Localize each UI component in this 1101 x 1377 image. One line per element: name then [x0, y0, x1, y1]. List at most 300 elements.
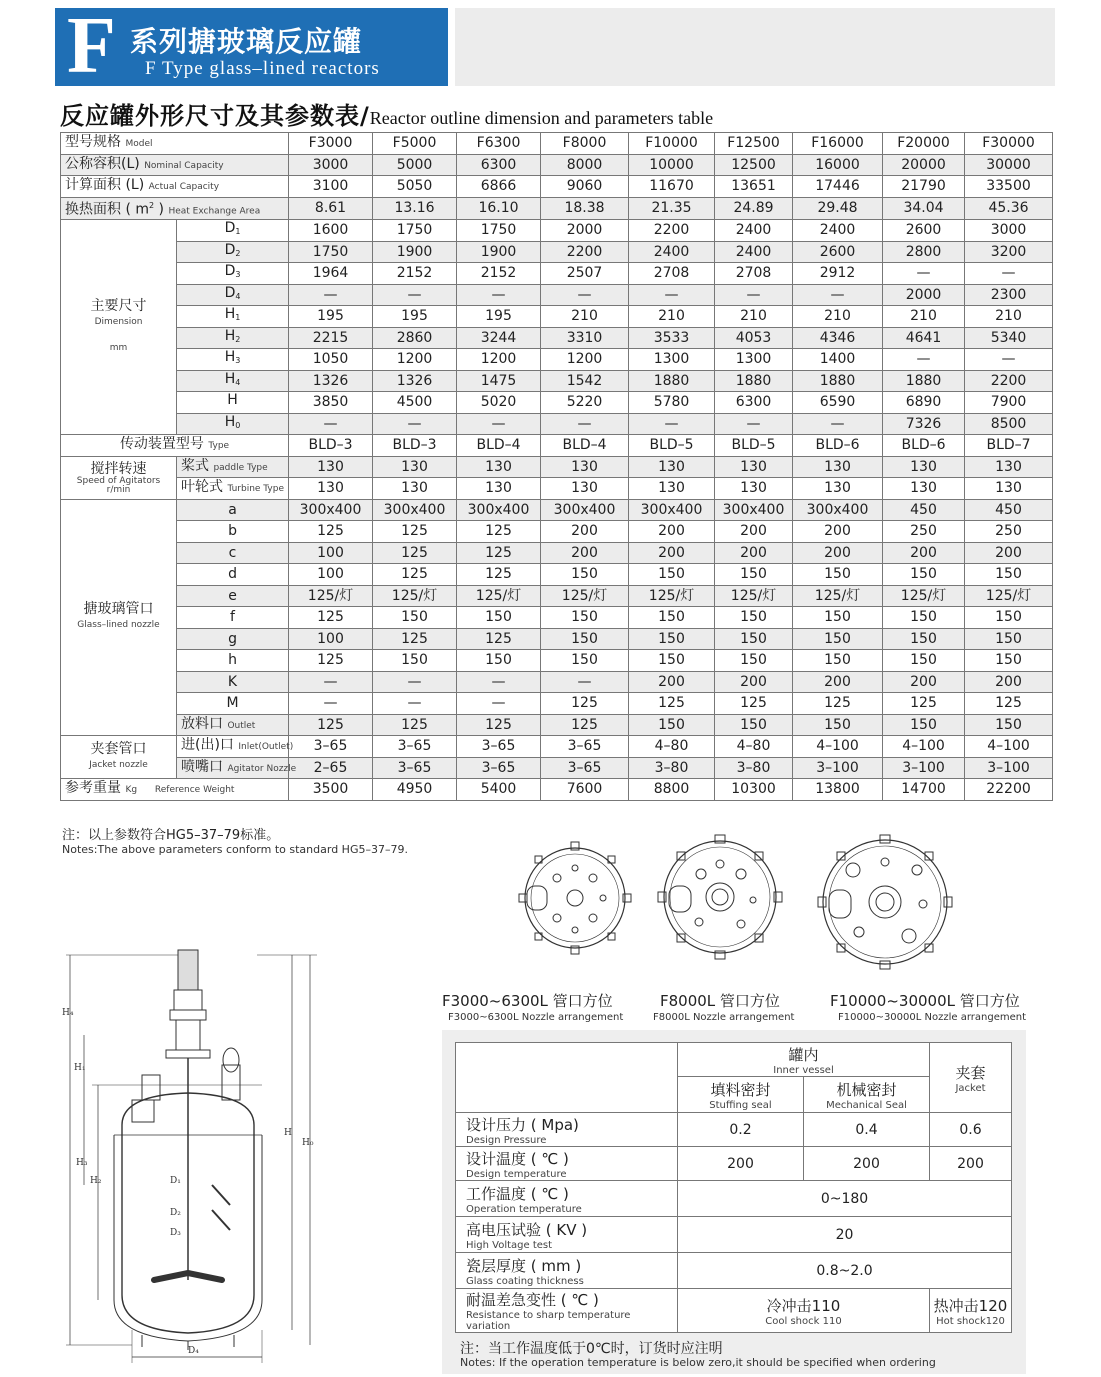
label-d4: D₄: [188, 1346, 199, 1356]
value-cell: 125/灯: [715, 585, 793, 607]
value-cell: 125/灯: [541, 585, 629, 607]
value-cell: 1880: [629, 370, 715, 392]
value-cell: BLD–3: [373, 435, 457, 457]
value-cell: 125: [541, 693, 629, 715]
value-cell: 5400: [457, 779, 541, 801]
value-cell: 150: [715, 714, 793, 736]
value-cell: 4950: [373, 779, 457, 801]
value-cell: —: [883, 349, 965, 371]
value-cell: 200: [793, 671, 883, 693]
value-cell: 10000: [629, 154, 715, 176]
value-cell: 13800: [793, 779, 883, 801]
value-cell: F16000: [793, 133, 883, 155]
value-cell: 4–80: [715, 736, 793, 758]
caption-2-cn: F8000L 管口方位: [660, 992, 780, 1010]
value-cell: 2152: [373, 263, 457, 285]
value-cell: 4053: [715, 327, 793, 349]
value-cell: 150: [373, 650, 457, 672]
value-cell: 30000: [965, 154, 1053, 176]
value-cell: 150: [883, 714, 965, 736]
value-cell: 130: [629, 478, 715, 500]
value-cell: 6300: [457, 154, 541, 176]
value-cell: —: [457, 693, 541, 715]
row-outlet: [61, 714, 1053, 736]
value-cell: 4641: [883, 327, 965, 349]
value-cell: 16000: [793, 154, 883, 176]
label-d2: D₂: [170, 1208, 181, 1218]
symbol-cell: $D_1$: [177, 220, 289, 242]
row-nozzle: [61, 521, 1053, 543]
value-cell: 125: [373, 628, 457, 650]
caption-1-en: F3000~6300L Nozzle arrangement: [448, 1012, 624, 1023]
row-dimension: [61, 306, 1053, 328]
value-cell: —: [793, 284, 883, 306]
value-cell: —: [457, 284, 541, 306]
row-label: 公称容积(L) Nominal Capacity: [61, 154, 289, 176]
value-cell: —: [457, 413, 541, 435]
value-cell: 2400: [715, 241, 793, 263]
value-cell: 125: [289, 521, 373, 543]
value-cell: 130: [793, 478, 883, 500]
value-cell: 150: [541, 628, 629, 650]
row-nozzle: [61, 542, 1053, 564]
value-cell: 1750: [289, 241, 373, 263]
value-cell: 125/灯: [965, 585, 1053, 607]
value-cell: 150: [965, 564, 1053, 586]
value-cell: 1900: [373, 241, 457, 263]
value-cell: 125: [457, 542, 541, 564]
value-cell: 2200: [629, 220, 715, 242]
inner-vessel-header: 罐内 Inner vessel: [678, 1043, 930, 1077]
value-cell: 150: [629, 607, 715, 629]
value-cell: 150: [541, 607, 629, 629]
parameter-table: [455, 1042, 1012, 1333]
value-cell: 125/灯: [457, 585, 541, 607]
value-cell: 3–65: [289, 736, 373, 758]
caption-1-cn: F3000~6300L 管口方位: [442, 992, 613, 1010]
param-cell: 200: [804, 1147, 930, 1181]
value-cell: —: [793, 413, 883, 435]
value-cell: 3310: [541, 327, 629, 349]
row-dimension: [61, 241, 1053, 263]
value-cell: 6300: [715, 392, 793, 414]
row-label: 传动装置型号 Type: [61, 435, 289, 457]
value-cell: BLD–4: [457, 435, 541, 457]
value-cell: 300x400: [715, 499, 793, 521]
value-cell: 200: [629, 542, 715, 564]
symbol-cell: f: [177, 607, 289, 629]
value-cell: 130: [793, 456, 883, 478]
value-cell: 12500: [715, 154, 793, 176]
param-cell: 0~180: [678, 1181, 1012, 1217]
row-nozzle: [61, 650, 1053, 672]
value-cell: F20000: [883, 133, 965, 155]
value-cell: 2912: [793, 263, 883, 285]
value-cell: 210: [793, 306, 883, 328]
value-cell: 2152: [457, 263, 541, 285]
speed-group-label: 搅拌转速 Speed of Agitators r/min: [61, 456, 177, 499]
label-d3: D₃: [170, 1228, 181, 1238]
value-cell: 200: [715, 542, 793, 564]
param-corner: [456, 1043, 678, 1113]
value-cell: 3–65: [373, 736, 457, 758]
value-cell: 1542: [541, 370, 629, 392]
value-cell: 150: [793, 564, 883, 586]
row-model: [61, 133, 1053, 155]
symbol-cell: $H_4$: [177, 370, 289, 392]
param-cell: 0.8~2.0: [678, 1253, 1012, 1289]
value-cell: 200: [715, 521, 793, 543]
value-cell: 210: [965, 306, 1053, 328]
value-cell: 195: [373, 306, 457, 328]
value-cell: F8000: [541, 133, 629, 155]
value-cell: 150: [541, 650, 629, 672]
value-cell: —: [289, 284, 373, 306]
label-h1: H₁: [74, 1063, 86, 1073]
value-cell: 125/灯: [629, 585, 715, 607]
value-cell: 3–65: [457, 757, 541, 779]
value-cell: 150: [883, 650, 965, 672]
value-cell: —: [541, 284, 629, 306]
value-cell: 150: [629, 714, 715, 736]
value-cell: F12500: [715, 133, 793, 155]
value-cell: 125: [289, 650, 373, 672]
value-cell: 13.16: [373, 197, 457, 220]
value-cell: 2860: [373, 327, 457, 349]
value-cell: 1300: [715, 349, 793, 371]
value-cell: 24.89: [715, 197, 793, 220]
jacket-header: 夹套 Jacket: [930, 1043, 1012, 1113]
jacket-group-label: 夹套管口 Jacket nozzle: [61, 736, 177, 779]
reactor-outline-drawing: [62, 935, 332, 1370]
value-cell: 130: [289, 456, 373, 478]
symbol-cell: a: [177, 499, 289, 521]
value-cell: BLD–6: [883, 435, 965, 457]
cool-shock-cell: 冷冲击110 Cool shock 110: [678, 1289, 930, 1333]
value-cell: 5000: [373, 154, 457, 176]
caption-3-en: F10000~30000L Nozzle arrangement: [838, 1012, 1027, 1023]
value-cell: 125/灯: [883, 585, 965, 607]
header-title-cn: 系列搪玻璃反应罐: [130, 25, 363, 58]
value-cell: 22200: [965, 779, 1053, 801]
value-cell: 3–100: [883, 757, 965, 779]
value-cell: —: [715, 413, 793, 435]
value-cell: 200: [883, 542, 965, 564]
value-cell: 130: [457, 456, 541, 478]
value-cell: 200: [715, 671, 793, 693]
series-letter: F: [67, 2, 116, 90]
label-h4: H₄: [62, 1008, 74, 1018]
value-cell: 4–100: [793, 736, 883, 758]
value-cell: BLD–3: [289, 435, 373, 457]
value-cell: 130: [289, 478, 373, 500]
value-cell: BLD–5: [715, 435, 793, 457]
value-cell: 195: [457, 306, 541, 328]
symbol-cell: K: [177, 671, 289, 693]
value-cell: 5050: [373, 176, 457, 198]
value-cell: —: [289, 671, 373, 693]
value-cell: 210: [715, 306, 793, 328]
value-cell: 21790: [883, 176, 965, 198]
value-cell: 3–65: [373, 757, 457, 779]
value-cell: 2507: [541, 263, 629, 285]
value-cell: 3–100: [793, 757, 883, 779]
value-cell: 2708: [715, 263, 793, 285]
value-cell: 1900: [457, 241, 541, 263]
value-cell: 130: [373, 478, 457, 500]
value-cell: 125: [541, 714, 629, 736]
value-cell: 8500: [965, 413, 1053, 435]
dimension-group-label: 主要尺寸 Dimension mm: [61, 220, 177, 435]
value-cell: 3533: [629, 327, 715, 349]
value-cell: 14700: [883, 779, 965, 801]
value-cell: 200: [541, 542, 629, 564]
row-dimension: [61, 370, 1053, 392]
symbol-cell: h: [177, 650, 289, 672]
value-cell: 125: [965, 693, 1053, 715]
value-cell: 6590: [793, 392, 883, 414]
value-cell: 150: [793, 607, 883, 629]
value-cell: —: [715, 284, 793, 306]
row-dimension: [61, 263, 1053, 285]
value-cell: 100: [289, 564, 373, 586]
label-h3: H₃: [76, 1158, 88, 1168]
value-cell: 1964: [289, 263, 373, 285]
row-label: 换热面积 ( $m^2$ ) Heat Exchange Area: [61, 197, 289, 220]
value-cell: 2400: [793, 220, 883, 242]
value-cell: 4500: [373, 392, 457, 414]
value-cell: 2215: [289, 327, 373, 349]
value-cell: 3–65: [457, 736, 541, 758]
row-nozzle: [61, 564, 1053, 586]
value-cell: 150: [715, 607, 793, 629]
value-cell: 150: [965, 650, 1053, 672]
value-cell: F10000: [629, 133, 715, 155]
row-nozzle: [61, 628, 1053, 650]
row-label: 桨式 paddle Type: [177, 456, 289, 478]
nozzle-plan-large: [815, 832, 955, 972]
value-cell: 130: [715, 478, 793, 500]
symbol-cell: b: [177, 521, 289, 543]
value-cell: 300x400: [289, 499, 373, 521]
value-cell: —: [965, 263, 1053, 285]
value-cell: 150: [457, 650, 541, 672]
value-cell: 3100: [289, 176, 373, 198]
value-cell: 300x400: [629, 499, 715, 521]
value-cell: 29.48: [793, 197, 883, 220]
value-cell: 125: [883, 693, 965, 715]
value-cell: 5220: [541, 392, 629, 414]
value-cell: 210: [629, 306, 715, 328]
value-cell: 10300: [715, 779, 793, 801]
value-cell: 210: [541, 306, 629, 328]
value-cell: 100: [289, 542, 373, 564]
param-row-label: 设计压力 ( Mpa) Design Pressure: [456, 1113, 678, 1147]
value-cell: —: [373, 284, 457, 306]
param-row-label: 设计温度 ( ℃ ) Design temperature: [456, 1147, 678, 1181]
param-row-label: 工作温度 ( ℃ ) Operation temperature: [456, 1181, 678, 1217]
value-cell: 3500: [289, 779, 373, 801]
value-cell: 150: [715, 564, 793, 586]
row-agitator-nozzle: [61, 757, 1053, 779]
value-cell: 195: [289, 306, 373, 328]
value-cell: 34.04: [883, 197, 965, 220]
value-cell: 2400: [629, 241, 715, 263]
value-cell: 150: [965, 628, 1053, 650]
label-h: H: [284, 1128, 292, 1138]
value-cell: 125: [457, 714, 541, 736]
param-row-label: 耐温差急变性 ( ℃ ) Resistance to sharp temperature variation: [456, 1289, 678, 1333]
value-cell: 17446: [793, 176, 883, 198]
value-cell: 130: [541, 478, 629, 500]
value-cell: 150: [373, 607, 457, 629]
value-cell: 150: [629, 564, 715, 586]
value-cell: 2200: [541, 241, 629, 263]
symbol-cell: g: [177, 628, 289, 650]
value-cell: F5000: [373, 133, 457, 155]
dimension-table: [60, 132, 1053, 801]
value-cell: 150: [793, 628, 883, 650]
value-cell: F3000: [289, 133, 373, 155]
value-cell: —: [883, 263, 965, 285]
hot-shock-cell: 热冲击120 Hot shock120: [930, 1289, 1012, 1333]
value-cell: 125: [457, 628, 541, 650]
value-cell: 125: [373, 564, 457, 586]
label-d1: D₁: [170, 1176, 181, 1186]
value-cell: 200: [965, 542, 1053, 564]
value-cell: 5780: [629, 392, 715, 414]
value-cell: 3–80: [629, 757, 715, 779]
value-cell: —: [457, 671, 541, 693]
value-cell: 3–100: [965, 757, 1053, 779]
symbol-cell: $D_4$: [177, 284, 289, 306]
value-cell: 200: [629, 671, 715, 693]
value-cell: 1200: [373, 349, 457, 371]
value-cell: 5340: [965, 327, 1053, 349]
symbol-cell: M: [177, 693, 289, 715]
value-cell: 125: [289, 607, 373, 629]
value-cell: BLD–7: [965, 435, 1053, 457]
value-cell: 8000: [541, 154, 629, 176]
value-cell: 150: [883, 628, 965, 650]
param-cell: 200: [678, 1147, 804, 1181]
label-h2: H₂: [90, 1176, 102, 1186]
param-note-en: Notes: If the operation temperature is below zero,it should be specified when ordering: [460, 1356, 936, 1369]
value-cell: 125: [289, 714, 373, 736]
row-nozzle: [61, 585, 1053, 607]
value-cell: —: [289, 693, 373, 715]
value-cell: 300x400: [541, 499, 629, 521]
value-cell: 4346: [793, 327, 883, 349]
value-cell: 2708: [629, 263, 715, 285]
value-cell: 1200: [541, 349, 629, 371]
value-cell: 125: [457, 564, 541, 586]
value-cell: 100: [289, 628, 373, 650]
value-cell: 150: [883, 564, 965, 586]
value-cell: 130: [965, 456, 1053, 478]
value-cell: 1750: [373, 220, 457, 242]
value-cell: 130: [883, 478, 965, 500]
row-weight: [61, 779, 1053, 801]
row-label: 计算面积 (L) Actual Capacity: [61, 176, 289, 198]
label-h0: H₀: [302, 1138, 314, 1148]
value-cell: 1880: [883, 370, 965, 392]
value-cell: —: [373, 413, 457, 435]
caption-3-cn: F10000~30000L 管口方位: [830, 992, 1020, 1010]
row-dimension: [61, 349, 1053, 371]
value-cell: 1475: [457, 370, 541, 392]
param-note-cn: 注：当工作温度低于0℃时，订货时应注明: [460, 1341, 723, 1357]
symbol-cell: H: [177, 392, 289, 414]
value-cell: 125: [629, 693, 715, 715]
symbol-cell: $D_2$: [177, 241, 289, 263]
value-cell: 150: [965, 607, 1053, 629]
value-cell: 130: [629, 456, 715, 478]
value-cell: 2–65: [289, 757, 373, 779]
value-cell: 125: [373, 542, 457, 564]
value-cell: 1880: [793, 370, 883, 392]
value-cell: 4–100: [883, 736, 965, 758]
row-nozzle: [61, 671, 1053, 693]
row-inlet: [61, 736, 1053, 758]
value-cell: 125/灯: [793, 585, 883, 607]
value-cell: 1050: [289, 349, 373, 371]
value-cell: 200: [793, 521, 883, 543]
param-cell: 0.4: [804, 1113, 930, 1147]
param-cell: 20: [678, 1217, 1012, 1253]
symbol-cell: $H_0$: [177, 413, 289, 435]
value-cell: BLD–5: [629, 435, 715, 457]
row-turbine: [61, 478, 1053, 500]
row-dimension: [61, 392, 1053, 414]
value-cell: 300x400: [793, 499, 883, 521]
value-cell: 2600: [793, 241, 883, 263]
value-cell: 130: [457, 478, 541, 500]
value-cell: —: [289, 413, 373, 435]
row-heat-area: [61, 197, 1053, 220]
value-cell: 300x400: [457, 499, 541, 521]
value-cell: 6890: [883, 392, 965, 414]
row-label: 型号规格 Model: [61, 133, 289, 155]
value-cell: 3–65: [541, 736, 629, 758]
value-cell: 2000: [541, 220, 629, 242]
header-title-en: F Type glass–lined reactors: [145, 58, 380, 79]
value-cell: 2000: [883, 284, 965, 306]
row-dimension: [61, 220, 1053, 242]
value-cell: 8.61: [289, 197, 373, 220]
value-cell: —: [629, 284, 715, 306]
value-cell: —: [541, 671, 629, 693]
value-cell: 3000: [965, 220, 1053, 242]
value-cell: 150: [629, 650, 715, 672]
value-cell: 1880: [715, 370, 793, 392]
value-cell: F6300: [457, 133, 541, 155]
row-label: 放料口 Outlet: [177, 714, 289, 736]
value-cell: 200: [883, 671, 965, 693]
value-cell: 13651: [715, 176, 793, 198]
value-cell: 150: [541, 564, 629, 586]
value-cell: 1400: [793, 349, 883, 371]
value-cell: 2800: [883, 241, 965, 263]
value-cell: 1326: [289, 370, 373, 392]
value-cell: 3000: [289, 154, 373, 176]
value-cell: 1600: [289, 220, 373, 242]
value-cell: BLD–4: [541, 435, 629, 457]
value-cell: F30000: [965, 133, 1053, 155]
value-cell: 200: [793, 542, 883, 564]
value-cell: 250: [965, 521, 1053, 543]
symbol-cell: $H_1$: [177, 306, 289, 328]
